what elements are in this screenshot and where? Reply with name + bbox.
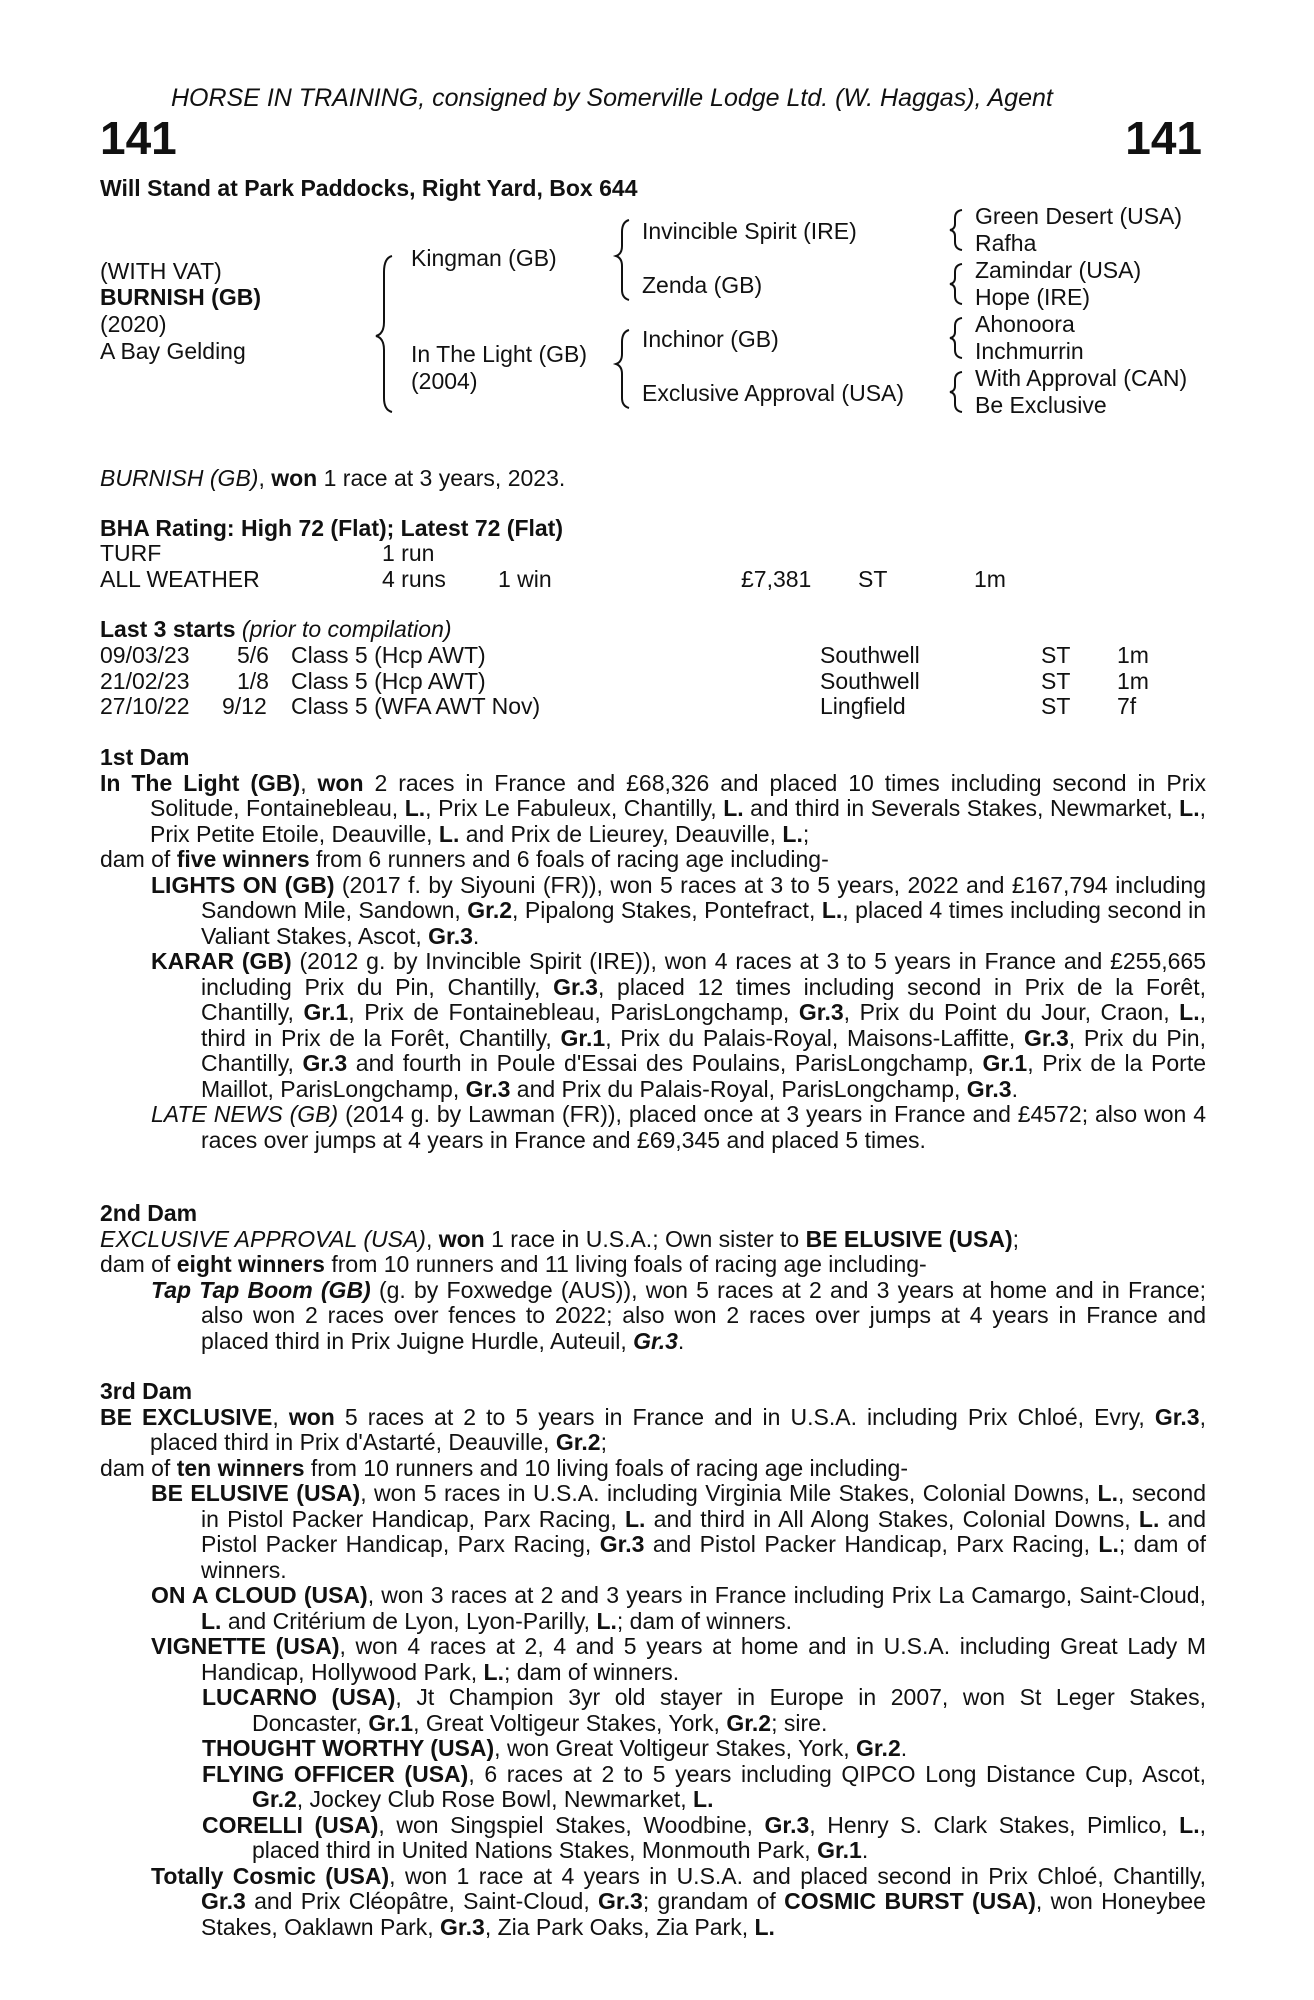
start-race: Class 5 (WFA AWT Nov)	[291, 693, 541, 719]
second-dam-produce-summary: dam of eight winners from 10 runners and 11 living foals of racing age including-	[100, 1251, 927, 1277]
lot-number-left: 141	[100, 112, 177, 164]
rating-prize: £7,381	[741, 566, 812, 592]
pedigree-dam-year: (2004)	[411, 368, 478, 394]
start-distance: 1m	[1117, 668, 1149, 694]
pedigree-ggs-1: Green Desert (USA)	[975, 203, 1183, 229]
start-distance: 7f	[1117, 693, 1137, 719]
start-race: Class 5 (Hcp AWT)	[291, 642, 486, 668]
start-position: 5/6	[237, 642, 269, 668]
second-dam-heading: 2nd Dam	[100, 1200, 198, 1226]
pedigree-dam: In The Light (GB)	[411, 341, 587, 367]
start-going: ST	[1041, 642, 1071, 668]
rating-distance: 1m	[974, 566, 1006, 592]
start-going: ST	[1041, 693, 1071, 719]
pedigree-ggs-4: Hope (IRE)	[975, 284, 1091, 310]
list-item: Totally Cosmic (USA), won 1 race at 4 years in U.S.A. and placed second in Prix Chloé, Chantilly, Gr.3 and Prix Cléopâtre, Saint-Cloud, Gr.3; grandam of COSMIC BURST (USA), won Honeybee Stakes, Oaklawn Park, Gr.3, Zia Park Oaks, Zia Park, L.	[151, 1862, 1207, 1940]
vat-note: (WITH VAT)	[100, 258, 222, 284]
start-course: Southwell	[820, 668, 920, 694]
pedigree-sire: Kingman (GB)	[411, 245, 557, 271]
list-item: KARAR (GB) (2012 g. by Invincible Spirit (IRE)), won 4 races at 3 to 5 years in France and £255,665 including Prix du Pin, Chantilly, Gr.3, placed 12 times including second in Prix de la Forêt, Chantilly, Gr.1, Prix de Fontainebleau, ParisLongchamp, Gr.3, Prix du Point du Jour, Craon, L., third in Prix de la Forêt, Chantilly, Gr.1, Prix du Palais-Royal, Maisons-Laffitte, Gr.3, Prix du Pin, Chantilly, Gr.3 and fourth in Poule d'Essai des Poulains, ParisLongchamp, Gr.1, Prix de la Porte Maillot, ParisLongchamp, Gr.3 and Prix du Palais-Royal, ParisLongchamp, Gr.3.	[151, 948, 1207, 1102]
last-starts-note: (prior to compilation)	[241, 616, 452, 642]
summary-won: won	[271, 465, 318, 491]
list-item: Tap Tap Boom (GB) (g. by Foxwedge (AUS)), won 5 races at 2 and 3 years at home and in France; also won 2 races over fences to 2022; also won 2 races over jumps at 4 years in France and placed third in Prix Juigne Hurdle, Auteuil, Gr.3.	[151, 1276, 1206, 1354]
list-item: CORELLI (USA), won Singspiel Stakes, Woodbine, Gr.3, Henry S. Clark Stakes, Pimlico, L., placed third in United Nations Stakes, Monmouth Park, Gr.1.	[202, 1811, 1206, 1863]
stand-location: Will Stand at Park Paddocks, Right Yard, Box 644	[100, 175, 638, 201]
pedigree-ggs-2: Rafha	[975, 230, 1037, 256]
list-item: ON A CLOUD (USA), won 3 races at 2 and 3 years in France including Prix La Camargo, Saint-Cloud, L. and Critérium de Lyon, Lyon-Parilly, L.; dam of winners.	[151, 1582, 1206, 1634]
pedigree-ggs-5: Ahonoora	[975, 311, 1075, 337]
pedigree-ggs-6: Inchmurrin	[975, 338, 1084, 364]
list-item: THOUGHT WORTHY (USA), won Great Voltigeur Stakes, York, Gr.2.	[202, 1735, 908, 1761]
pedigree-sire-dam: Zenda (GB)	[642, 272, 763, 298]
start-date: 09/03/23	[100, 642, 190, 668]
first-dam-record: In The Light (GB), won 2 races in France and £68,326 and placed 10 times including second in Prix Solitude, Fontainebleau, L., Prix Le Fabuleux, Chantilly, L. and third in Severals Stakes, Newmarket, L., Prix Petite Etoile, Deauville, L. and Prix de Lieurey, Deauville, L.;	[100, 769, 1207, 847]
start-distance: 1m	[1117, 642, 1149, 668]
summary-text: 1 race at 3 years, 2023.	[317, 465, 566, 491]
start-course: Southwell	[820, 642, 920, 668]
pedigree-dam-dam: Exclusive Approval (USA)	[642, 380, 905, 406]
start-race: Class 5 (Hcp AWT)	[291, 668, 486, 694]
rating-runs: 4 runs	[382, 566, 446, 592]
horse-name: BURNISH (GB)	[100, 284, 261, 310]
list-item: VIGNETTE (USA), won 4 races at 2, 4 and 5 years at home and in U.S.A. including Great Lady M Handicap, Hollywood Park, L.; dam of winners.	[151, 1633, 1207, 1685]
first-dam-section	[100, 745, 1206, 1153]
summary-horse-name: BURNISH (GB)	[100, 465, 259, 491]
second-dam-section	[100, 1201, 1206, 1354]
pedigree-ggs-3: Zamindar (USA)	[975, 257, 1142, 283]
start-date: 21/02/23	[100, 668, 190, 694]
rating-wins: 1 win	[498, 566, 552, 592]
last-starts-title: Last 3 starts	[100, 616, 236, 642]
second-dam-record: EXCLUSIVE APPROVAL (USA), won 1 race in U.S.A.; Own sister to BE ELUSIVE (USA);	[100, 1225, 1019, 1252]
first-dam-heading: 1st Dam	[100, 744, 190, 770]
start-position: 9/12	[222, 693, 267, 719]
race-summary: BURNISH (GB), won 1 race at 3 years, 2023.	[100, 465, 566, 491]
pedigree-sire-sire: Invincible Spirit (IRE)	[642, 218, 857, 244]
pedigree-dam-sire: Inchinor (GB)	[642, 326, 779, 352]
bha-rating: BHA Rating: High 72 (Flat); Latest 72 (Flat)	[100, 515, 563, 541]
first-dam-produce-summary: dam of five winners from 6 runners and 6 foals of racing age including-	[100, 846, 829, 872]
start-date: 27/10/22	[100, 693, 190, 719]
list-item: LATE NEWS (GB) (2014 g. by Lawman (FR)), placed once at 3 years in France and £4572; also won 4 races over jumps at 4 years in France and £69,345 and placed 5 times.	[151, 1101, 1206, 1153]
consignment-line: HORSE IN TRAINING, consigned by Somerville Lodge Ltd. (W. Haggas), Agent	[171, 84, 1053, 112]
list-item: LIGHTS ON (GB) (2017 f. by Siyouni (FR)), won 5 races at 3 to 5 years, 2022 and £167,794 including Sandown Mile, Sandown, Gr.2, Pipalong Stakes, Pontefract, L., placed 4 times including second in Valiant Stakes, Ascot, Gr.3.	[151, 871, 1206, 949]
lot-number-right: 141	[1125, 112, 1202, 164]
horse-year: (2020)	[100, 311, 167, 337]
third-dam-record: BE EXCLUSIVE, won 5 races at 2 to 5 years in France and in U.S.A. including Prix Chloé, Evry, Gr.3, placed third in Prix d'Astarté, Deauville, Gr.2;	[100, 1403, 1206, 1455]
start-going: ST	[1041, 668, 1071, 694]
rating-going: ST	[858, 566, 888, 592]
rating-runs: 1 run	[382, 540, 435, 566]
start-position: 1/8	[237, 668, 269, 694]
third-dam-section	[100, 1379, 1206, 1940]
list-item: FLYING OFFICER (USA), 6 races at 2 to 5 years including QIPCO Long Distance Cup, Ascot, Gr.2, Jockey Club Rose Bowl, Newmarket, L.	[202, 1760, 1206, 1812]
third-dam-produce-summary: dam of ten winners from 10 runners and 10 living foals of racing age including-	[100, 1454, 908, 1481]
list-item: LUCARNO (USA), Jt Champion 3yr old stayer in Europe in 2007, won St Leger Stakes, Doncaster, Gr.1, Great Voltigeur Stakes, York, Gr.2; sire.	[202, 1684, 1206, 1736]
start-course: Lingfield	[820, 693, 906, 719]
pedigree-ggs-8: Be Exclusive	[975, 392, 1107, 418]
list-item: BE ELUSIVE (USA), won 5 races in U.S.A. including Virginia Mile Stakes, Colonial Downs, L., second in Pistol Packer Handicap, Parx Racing, L. and third in All Along Stakes, Colonial Downs, L. and Pistol Packer Handicap, Parx Racing, Gr.3 and Pistol Packer Handicap, Parx Racing, L.; dam of winners.	[151, 1480, 1206, 1583]
rating-surface: TURF	[100, 540, 162, 566]
pedigree-ggs-7: With Approval (CAN)	[975, 365, 1188, 391]
third-dam-heading: 3rd Dam	[100, 1378, 193, 1404]
horse-description: A Bay Gelding	[100, 338, 246, 364]
rating-surface: ALL WEATHER	[100, 566, 260, 592]
last-starts-heading	[100, 617, 452, 643]
